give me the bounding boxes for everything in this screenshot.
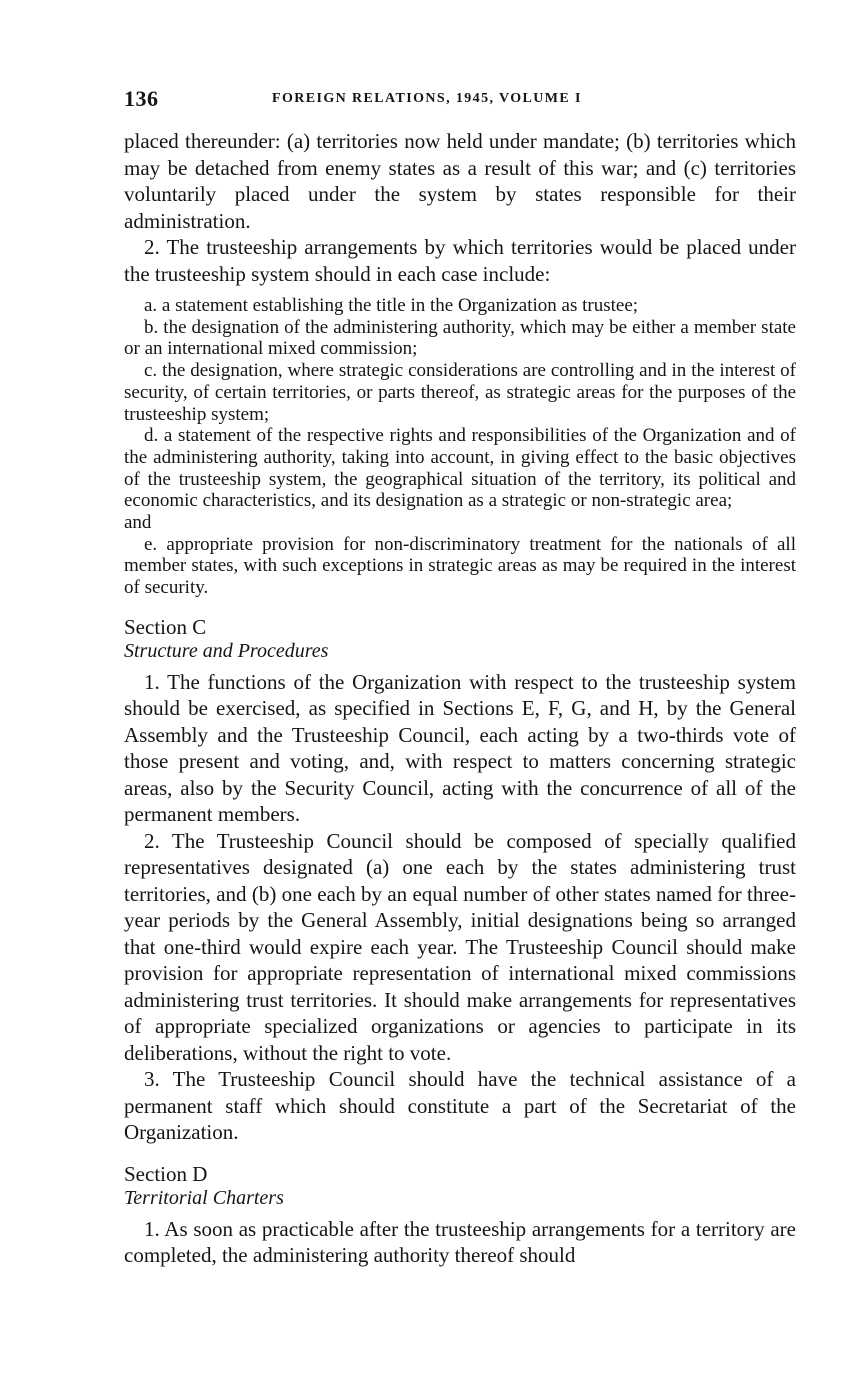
running-head: FOREIGN RELATIONS, 1945, VOLUME I [272,91,582,106]
intro-paragraph: placed thereunder: (a) territories now held under mandate; (b) territories which may be detached from enemy states as a result of this war; and (c) territories voluntarily placed under the system by states responsible for their administration. [124,129,796,233]
section-c-paragraph-2: 2. The Trusteeship Council should be composed of specially qualified representatives designated (a) one each by the states administering trust territories, and (b) one each by an equal number of other states named for three-year periods by the General Assembly, initial designations being so arranged that one-third would expire each year. The Trusteeship Council should make provision for appropriate representation of international mixed commissions administering trust territories. It should make arrangements for representatives of appropriate specialized organizations or agencies to participate in its deliberations, without the right to vote. [124,828,796,1065]
section-c-title: Section C [124,614,207,639]
list-item-c: c. the designation, where strategic considerations are controlling and in the interest of security, of certain territories, or parts thereof, as strategic areas for the purposes of the trusteeship system; [124,360,796,425]
list-conjunction: and [124,512,152,534]
section-c-paragraph-1: 1. The functions of the Organization with respect to the trusteeship system should be exercised, as specified in Sections E, F, G, and H, by the General Assembly and the Trusteeship Council, each acting by a two-thirds vote of those present and voting, and, with respect to matters concerning strategic areas, also by the Security Council, acting with the concurrence of all of the permanent members. [124,669,796,827]
page-body [124,128,796,1269]
section-c-subtitle: Structure and Procedures [124,639,329,662]
paragraph-2: 2. The trusteeship arrangements by which territories would be placed under the trusteeship system should in each case include: [124,235,796,286]
section-d-paragraph-1: 1. As soon as practicable after the trusteeship arrangements for a territory are completed, the administering authority thereof should [124,1216,796,1268]
list-item-d: d. a statement of the respective rights and responsibilities of the Organization and of the administering authority, taking into account, in giving effect to the basic objectives of the trusteeship system, the geographical situation of the territory, its political and economic characteristics, and its designation as a strategic or non-strategic area; [124,425,796,512]
list-item-e: e. appropriate provision for non-discriminatory treatment for the nationals of all member states, with such exceptions in strategic areas as may be required in the interest of security. [124,533,796,599]
page-header [124,86,796,112]
section-d-subtitle: Territorial Charters [124,1186,284,1209]
list-item-a: a. a statement establishing the title in the Organization as trustee; [144,295,639,316]
list-item-b: b. the designation of the administering authority, which may be either a member state or an international mixed commission; [124,316,796,360]
section-d-title: Section D [124,1161,208,1186]
page-number: 136 [124,86,159,111]
section-c-paragraph-3: 3. The Trusteeship Council should have the technical assistance of a permanent staff which should constitute a part of the Secretariat of the Organization. [124,1067,796,1145]
